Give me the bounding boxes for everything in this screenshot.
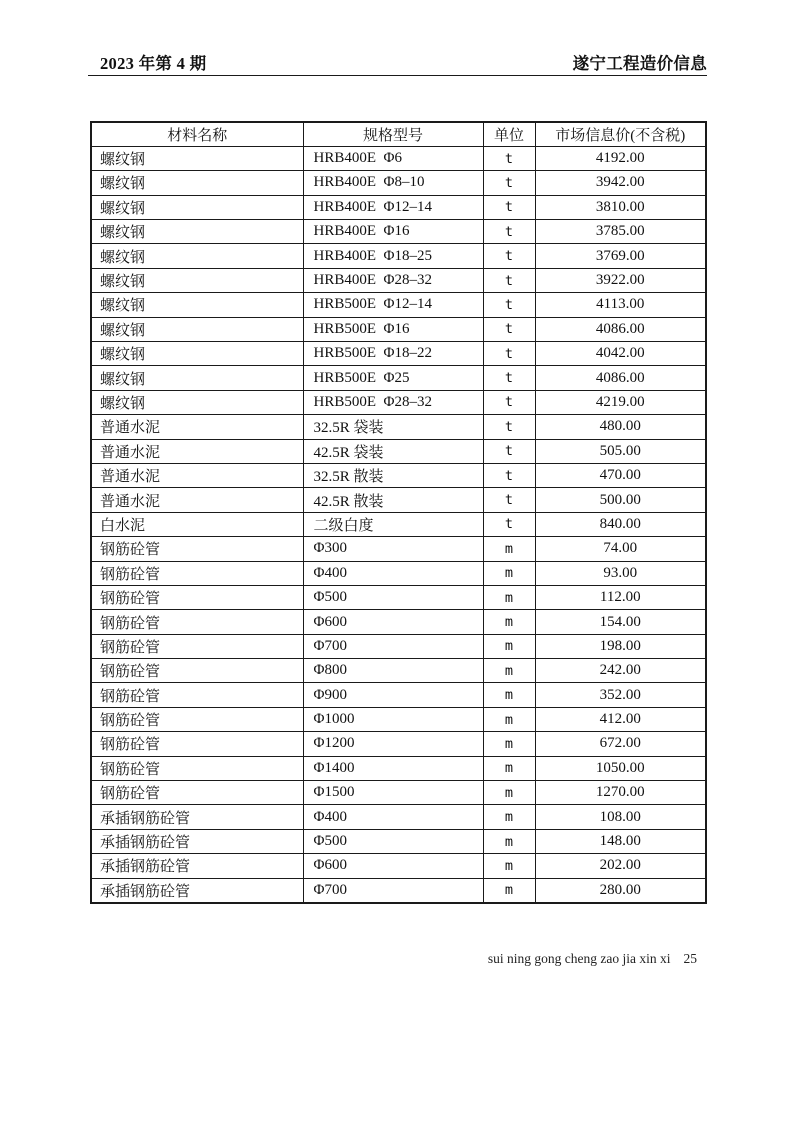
column-header-spec: 规格型号 bbox=[303, 122, 483, 146]
unit-cell: t bbox=[483, 293, 535, 317]
spec-cell: HRB400E Φ12–14 bbox=[303, 195, 483, 219]
table-row bbox=[91, 756, 706, 780]
spec-cell: Φ600 bbox=[303, 610, 483, 634]
price-cell: 4086.00 bbox=[535, 366, 706, 390]
unit-cell: m bbox=[483, 805, 535, 829]
price-cell: 148.00 bbox=[535, 829, 706, 853]
spec-cell: Φ1400 bbox=[303, 756, 483, 780]
price-cell: 4192.00 bbox=[535, 146, 706, 170]
material-cell: 钢筋砼管 bbox=[91, 732, 303, 756]
material-cell: 钢筋砼管 bbox=[91, 561, 303, 585]
material-cell: 白水泥 bbox=[91, 512, 303, 536]
unit-cell: t bbox=[483, 390, 535, 414]
price-cell: 280.00 bbox=[535, 878, 706, 902]
unit-cell: m bbox=[483, 585, 535, 609]
spec-cell: HRB500E Φ18–22 bbox=[303, 342, 483, 366]
spec-cell: Φ1500 bbox=[303, 781, 483, 805]
material-cell: 钢筋砼管 bbox=[91, 610, 303, 634]
material-cell: 螺纹钢 bbox=[91, 317, 303, 341]
price-cell: 480.00 bbox=[535, 415, 706, 439]
column-header-price: 市场信息价(不含税) bbox=[535, 122, 706, 146]
price-cell: 4086.00 bbox=[535, 317, 706, 341]
unit-cell: t bbox=[483, 244, 535, 268]
table-row bbox=[91, 537, 706, 561]
price-cell: 505.00 bbox=[535, 439, 706, 463]
table-row bbox=[91, 268, 706, 292]
price-cell: 154.00 bbox=[535, 610, 706, 634]
spec-cell: Φ1000 bbox=[303, 707, 483, 731]
material-cell: 螺纹钢 bbox=[91, 390, 303, 414]
table-row bbox=[91, 220, 706, 244]
spec-cell: 42.5R 散装 bbox=[303, 488, 483, 512]
spec-cell: Φ900 bbox=[303, 683, 483, 707]
material-cell: 螺纹钢 bbox=[91, 244, 303, 268]
footer-page-number: 25 bbox=[683, 951, 697, 966]
table-row bbox=[91, 878, 706, 902]
issue-label: 2023 年第 4 期 bbox=[100, 54, 207, 73]
unit-cell: m bbox=[483, 561, 535, 585]
table-row bbox=[91, 463, 706, 487]
table-row bbox=[91, 415, 706, 439]
spec-cell: HRB400E Φ8–10 bbox=[303, 171, 483, 195]
table-row bbox=[91, 171, 706, 195]
material-cell: 承插钢筋砼管 bbox=[91, 805, 303, 829]
material-cell: 螺纹钢 bbox=[91, 195, 303, 219]
table-row bbox=[91, 342, 706, 366]
unit-cell: m bbox=[483, 707, 535, 731]
publication-title: 遂宁工程造价信息 bbox=[572, 54, 707, 73]
spec-cell: HRB500E Φ25 bbox=[303, 366, 483, 390]
table-header-row bbox=[91, 122, 706, 146]
unit-cell: t bbox=[483, 171, 535, 195]
price-cell: 202.00 bbox=[535, 854, 706, 878]
unit-cell: t bbox=[483, 488, 535, 512]
price-cell: 93.00 bbox=[535, 561, 706, 585]
material-cell: 普通水泥 bbox=[91, 415, 303, 439]
unit-cell: m bbox=[483, 659, 535, 683]
table-row bbox=[91, 683, 706, 707]
table-row bbox=[91, 244, 706, 268]
spec-cell: Φ800 bbox=[303, 659, 483, 683]
unit-cell: t bbox=[483, 463, 535, 487]
unit-cell: m bbox=[483, 683, 535, 707]
price-cell: 1050.00 bbox=[535, 756, 706, 780]
material-cell: 钢筋砼管 bbox=[91, 659, 303, 683]
spec-cell: HRB400E Φ28–32 bbox=[303, 268, 483, 292]
unit-cell: m bbox=[483, 756, 535, 780]
unit-cell: m bbox=[483, 854, 535, 878]
table-row bbox=[91, 512, 706, 536]
table-row bbox=[91, 829, 706, 853]
price-cell: 500.00 bbox=[535, 488, 706, 512]
table-row bbox=[91, 585, 706, 609]
material-cell: 承插钢筋砼管 bbox=[91, 878, 303, 902]
page-header bbox=[88, 50, 707, 74]
spec-cell: Φ700 bbox=[303, 878, 483, 902]
material-cell: 普通水泥 bbox=[91, 439, 303, 463]
price-cell: 3810.00 bbox=[535, 195, 706, 219]
table-row bbox=[91, 634, 706, 658]
header-rule bbox=[88, 75, 707, 76]
unit-cell: m bbox=[483, 610, 535, 634]
material-cell: 螺纹钢 bbox=[91, 220, 303, 244]
material-cell: 螺纹钢 bbox=[91, 293, 303, 317]
table-row bbox=[91, 146, 706, 170]
page-footer bbox=[488, 951, 697, 967]
table-row bbox=[91, 195, 706, 219]
table-row bbox=[91, 781, 706, 805]
spec-cell: Φ1200 bbox=[303, 732, 483, 756]
table-row bbox=[91, 732, 706, 756]
price-cell: 242.00 bbox=[535, 659, 706, 683]
table-row bbox=[91, 439, 706, 463]
column-header-material: 材料名称 bbox=[91, 122, 303, 146]
price-cell: 3769.00 bbox=[535, 244, 706, 268]
column-header-unit: 单位 bbox=[483, 122, 535, 146]
price-cell: 4219.00 bbox=[535, 390, 706, 414]
spec-cell: Φ500 bbox=[303, 585, 483, 609]
spec-cell: HRB400E Φ16 bbox=[303, 220, 483, 244]
spec-cell: HRB500E Φ28–32 bbox=[303, 390, 483, 414]
price-cell: 3942.00 bbox=[535, 171, 706, 195]
table-row bbox=[91, 854, 706, 878]
price-cell: 840.00 bbox=[535, 512, 706, 536]
price-cell: 3785.00 bbox=[535, 220, 706, 244]
spec-cell: 二级白度 bbox=[303, 512, 483, 536]
material-cell: 钢筋砼管 bbox=[91, 634, 303, 658]
material-cell: 钢筋砼管 bbox=[91, 707, 303, 731]
material-cell: 螺纹钢 bbox=[91, 268, 303, 292]
table-row bbox=[91, 707, 706, 731]
price-cell: 672.00 bbox=[535, 732, 706, 756]
price-cell: 352.00 bbox=[535, 683, 706, 707]
material-cell: 螺纹钢 bbox=[91, 171, 303, 195]
unit-cell: t bbox=[483, 366, 535, 390]
material-cell: 钢筋砼管 bbox=[91, 537, 303, 561]
table-row bbox=[91, 561, 706, 585]
unit-cell: t bbox=[483, 415, 535, 439]
spec-cell: HRB500E Φ16 bbox=[303, 317, 483, 341]
spec-cell: Φ300 bbox=[303, 537, 483, 561]
spec-cell: 32.5R 散装 bbox=[303, 463, 483, 487]
material-cell: 钢筋砼管 bbox=[91, 756, 303, 780]
table-row bbox=[91, 317, 706, 341]
unit-cell: m bbox=[483, 634, 535, 658]
unit-cell: m bbox=[483, 537, 535, 561]
table-row bbox=[91, 488, 706, 512]
spec-cell: HRB400E Φ6 bbox=[303, 146, 483, 170]
material-cell: 螺纹钢 bbox=[91, 366, 303, 390]
spec-cell: Φ500 bbox=[303, 829, 483, 853]
unit-cell: m bbox=[483, 781, 535, 805]
spec-cell: Φ700 bbox=[303, 634, 483, 658]
material-cell: 普通水泥 bbox=[91, 488, 303, 512]
spec-cell: 32.5R 袋装 bbox=[303, 415, 483, 439]
unit-cell: t bbox=[483, 512, 535, 536]
price-cell: 4042.00 bbox=[535, 342, 706, 366]
unit-cell: t bbox=[483, 146, 535, 170]
table-row bbox=[91, 366, 706, 390]
spec-cell: Φ600 bbox=[303, 854, 483, 878]
spec-cell: Φ400 bbox=[303, 805, 483, 829]
material-cell: 普通水泥 bbox=[91, 463, 303, 487]
material-cell: 钢筋砼管 bbox=[91, 683, 303, 707]
material-cell: 螺纹钢 bbox=[91, 146, 303, 170]
material-cell: 钢筋砼管 bbox=[91, 585, 303, 609]
price-cell: 412.00 bbox=[535, 707, 706, 731]
table-row bbox=[91, 610, 706, 634]
price-cell: 1270.00 bbox=[535, 781, 706, 805]
table-row bbox=[91, 659, 706, 683]
table-row bbox=[91, 293, 706, 317]
footer-pinyin: sui ning gong cheng zao jia xin xi bbox=[487, 951, 671, 966]
unit-cell: t bbox=[483, 317, 535, 341]
spec-cell: Φ400 bbox=[303, 561, 483, 585]
price-cell: 3922.00 bbox=[535, 268, 706, 292]
unit-cell: m bbox=[483, 829, 535, 853]
price-cell: 112.00 bbox=[535, 585, 706, 609]
unit-cell: t bbox=[483, 220, 535, 244]
unit-cell: m bbox=[483, 878, 535, 902]
price-table bbox=[90, 121, 707, 904]
spec-cell: HRB500E Φ12–14 bbox=[303, 293, 483, 317]
material-cell: 承插钢筋砼管 bbox=[91, 854, 303, 878]
material-cell: 螺纹钢 bbox=[91, 342, 303, 366]
table-row bbox=[91, 805, 706, 829]
spec-cell: 42.5R 袋装 bbox=[303, 439, 483, 463]
price-cell: 4113.00 bbox=[535, 293, 706, 317]
unit-cell: t bbox=[483, 342, 535, 366]
unit-cell: m bbox=[483, 732, 535, 756]
spec-cell: HRB400E Φ18–25 bbox=[303, 244, 483, 268]
material-cell: 承插钢筋砼管 bbox=[91, 829, 303, 853]
price-cell: 470.00 bbox=[535, 463, 706, 487]
table-row bbox=[91, 390, 706, 414]
unit-cell: t bbox=[483, 439, 535, 463]
price-cell: 108.00 bbox=[535, 805, 706, 829]
unit-cell: t bbox=[483, 195, 535, 219]
unit-cell: t bbox=[483, 268, 535, 292]
material-cell: 钢筋砼管 bbox=[91, 781, 303, 805]
price-cell: 74.00 bbox=[535, 537, 706, 561]
price-cell: 198.00 bbox=[535, 634, 706, 658]
